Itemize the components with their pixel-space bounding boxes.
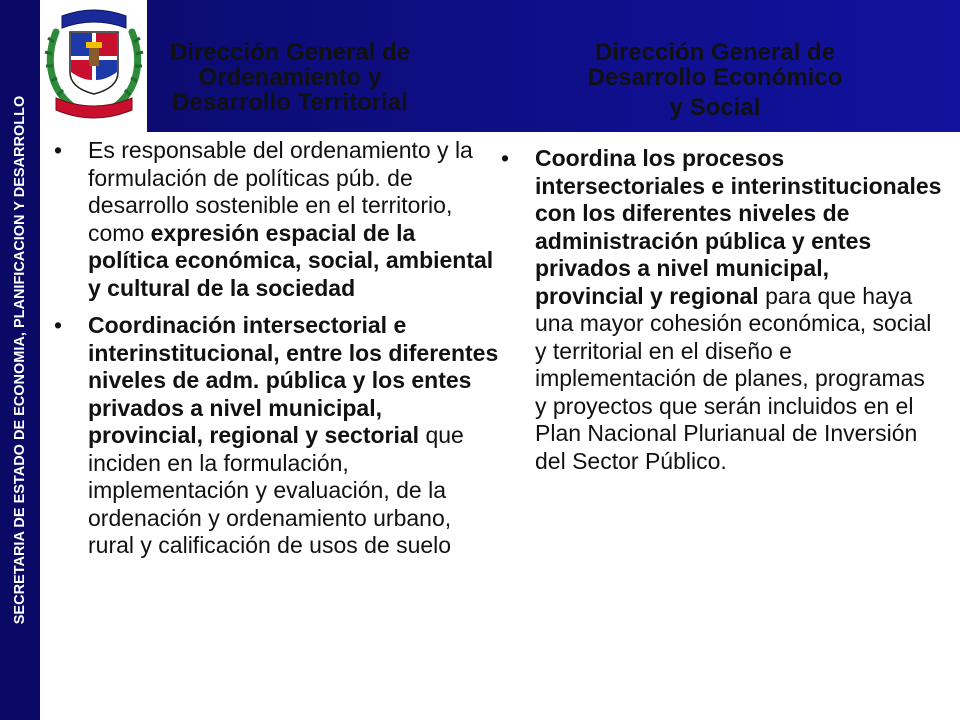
left-heading-line3: Desarrollo Territorial [172, 89, 408, 116]
right-bullet-list [497, 145, 942, 485]
left-bullet-1-text: Es responsable del ordenamiento y la formulación de políticas púb. de desarrollo sostenible en el territorio, como [88, 137, 473, 246]
sidebar [0, 0, 40, 720]
right-bullet-1-bold: Coordina los procesos intersectoriales e interinstitucionales con los diferentes niveles de administración pública y entes privados a nivel municipal, provincial y regional [535, 145, 942, 309]
left-bullet-1-bold: expresión espacial de la política económica, social, ambiental y cultural de la sociedad [88, 219, 494, 301]
right-bullet-1 [497, 145, 942, 475]
left-heading-line1: Dirección General de [169, 39, 411, 66]
right-heading-line3: y Social [669, 94, 761, 121]
left-bullet-2-bold: Coordinación intersectorial e interinstitucional, entre los diferentes niveles de adm. pública y los entes privados a nivel municipal, provincial, regional y sectorial [88, 312, 499, 448]
left-bullet-2 [50, 312, 500, 560]
sidebar-title: SECRETARIA DE ESTADO DE ECONOMIA, PLANIFICACION Y DESARROLLO [12, 95, 28, 625]
left-column-heading [120, 40, 460, 115]
left-heading-line2: Ordenamiento y [198, 64, 382, 91]
left-bullet-list [50, 137, 500, 570]
left-bullet-1 [50, 137, 500, 302]
right-bullet-1-text: para que haya una mayor cohesión económica, social y territorial en el diseño e implementación de planes, programas y proyectos que serán incluidos en el Plan Nacional Plurianual de Inversión del Sector Público. [535, 282, 932, 474]
right-heading-line2: Desarrollo Económico [587, 64, 843, 91]
left-bullet-2-text: que inciden en la formulación, implementación y evaluación, de la ordenación y ordenamiento urbano, rural y calificación de usos de suelo [88, 422, 464, 558]
right-column-heading [540, 40, 890, 120]
right-heading-line1: Dirección General de [594, 39, 836, 66]
